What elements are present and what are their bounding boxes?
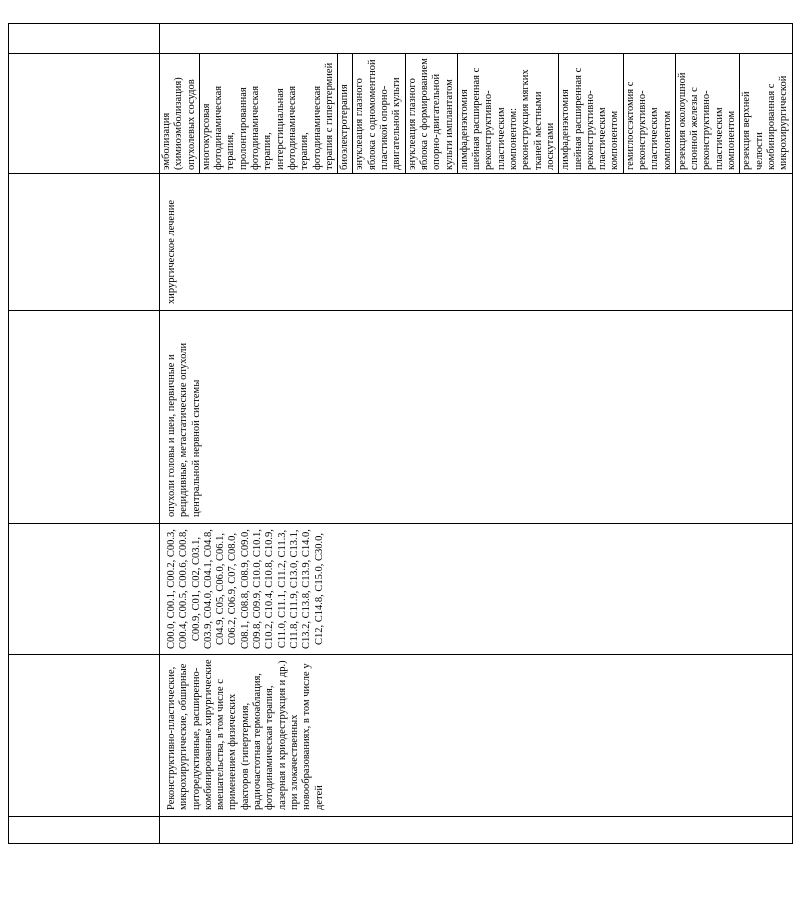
- method-item: многокурсовая фотодинамическая терапия, пролонгированная фотодинамическая терапия, интерстициальная фотодинамическая терапия, фотодинамическая терапия с гипертермией: [200, 54, 338, 173]
- treatment-type-text: хирургическое лечение: [166, 200, 177, 304]
- table-row-previous: [9, 24, 160, 844]
- cell-empty: [9, 54, 160, 174]
- cell-cost: [160, 24, 793, 54]
- method-item: биоэлектротерапия: [338, 54, 353, 173]
- patient-model-text: опухоли головы и шеи, первичные и рецидивные, метастатические опухоли центральной нервной системы: [166, 342, 202, 517]
- cell-empty: [9, 817, 160, 844]
- cell-empty: [9, 311, 160, 524]
- cell-empty: [9, 174, 160, 311]
- method-item: энуклеация глазного яблока с формированием опорно-двигательной культи имплантатом: [406, 54, 458, 173]
- method-item: лимфаденэктомия шейная расширенная с реконструктивно-пластическим компонентом: реконструкция мягких тканей местными лоскутами: [458, 54, 559, 173]
- method-item: энуклеация глазного яблока с одномоментной пластикой опорно-двигательной культи: [353, 54, 405, 173]
- cell-methods: [160, 54, 793, 174]
- cell-group: [160, 655, 793, 817]
- icd-codes-text: C00.0, C00.1, C00.2, C00.3, C00.4, C00.5, C00.6, C00.8, C00.9, C01, C02, C03.1, C03.9, C04.0, C04.1, C04.8, C04.9, C05, C06.0, C06.1, C06.2, C06.9, C07, C08.0, C08.1, C08.8, C08.9, C09.0, C09.8, C09.9, C10.0, C10.1, C10.2, C10.4, C10.8, C10.9, C11.0, C11.1, C11.2, C11.3, C11.8, C11.9, C13.0, C13.1, C13.2, C13.8, C13.9, C14.0, C12, C14.8, C15.0, C30.0,: [166, 529, 325, 649]
- group-text: Реконструктивно-пластические, микрохирургические, обширные циторедуктивные, расширенно-комбинированные хирургические вмешательства, в том числе с применением физических факторов (гипертермия, радиочастотная термоаблация, фотодинамическая терапия, лазерная и криодеструкция и др.) при злокачественных новообразованиях, в том числе у детей: [166, 659, 325, 810]
- cell-empty: [9, 524, 160, 655]
- cell-treatment: [160, 174, 793, 311]
- cell-codes: [160, 524, 793, 655]
- method-item: резекция верхней челюсти комбинированная с микрохирургической: [741, 75, 790, 170]
- table-row: [160, 24, 793, 844]
- method-item: резекция околоушной слюнной железы с реконструктивно-пластическим компонентом: [676, 54, 740, 173]
- treatment-table: [8, 23, 793, 844]
- cell-number: [160, 817, 793, 844]
- cell-empty: [9, 655, 160, 817]
- cell-model: [160, 311, 793, 524]
- rotated-table-wrapper: [8, 24, 790, 844]
- method-item: лимфаденэктомия шейная расширенная с реконструктивно-пластическим компонентом: [559, 54, 623, 173]
- cell-empty: [9, 24, 160, 54]
- method-item: эмболизация (химиоэмболизация) опухолевых сосудов: [160, 54, 200, 173]
- method-item: гемиглоссэктомия с реконструктивно-пластическим компонентом: [624, 54, 676, 173]
- methods-list: [160, 54, 792, 173]
